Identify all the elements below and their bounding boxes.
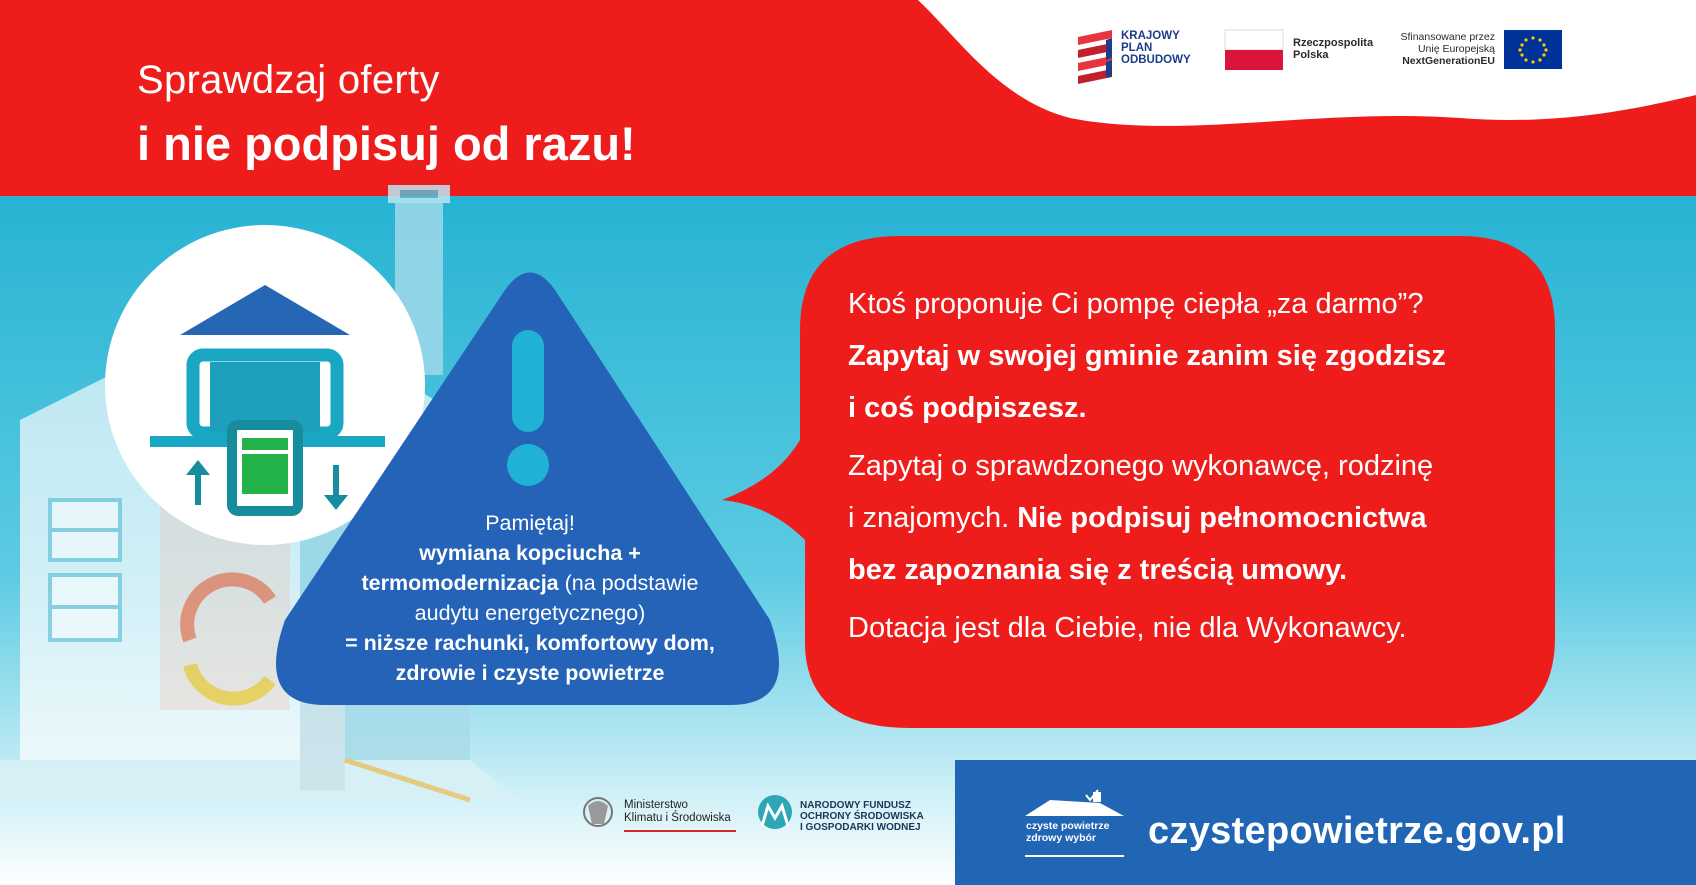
website-link[interactable]: czystepowietrze.gov.pl [1148,810,1566,852]
eu-logo-text [1385,31,1495,67]
kpo-line-3: ODBUDOWY [1121,54,1191,66]
triangle-line-4: audytu energetycznego) [414,601,646,625]
bubble-p1-bold-a: Zapytaj w swojej gminie zanim się zgodzisz [848,340,1446,372]
triangle-line-6: zdrowie i czyste powietrze [395,661,665,685]
nfosigw-line-1: NARODOWY FUNDUSZ [800,800,911,811]
bubble-p2-bold-b: bez zapoznania się z treścią umowy. [848,554,1348,586]
bubble-p2-plain-b: i znajomych. [848,502,1018,534]
rp-logo-text [1293,37,1373,61]
triangle-line-1: Pamiętaj! [485,511,575,535]
eu-line-1: Sfinansowane przez [1400,31,1495,43]
nfosigw-icon [758,795,792,829]
kpo-line-2: PLAN [1121,42,1153,54]
eu-line-3: NextGenerationEU [1402,55,1495,67]
eu-flag [1504,30,1562,69]
kpo-line-1: KRAJOWY [1121,30,1180,42]
rp-line-2: Polska [1293,49,1329,61]
nfosigw-line-3: I GOSPODARKI WODNEJ [800,822,921,833]
bubble-text [848,278,1528,660]
bubble-p3-plain: Dotacja jest dla Ciebie, nie dla Wykonawcy. [848,612,1407,644]
rp-line-1: Rzeczpospolita [1293,37,1374,49]
triangle-text [300,508,760,688]
bubble-paragraph-3 [848,602,1528,654]
bubble-p2-bold-a: Nie podpisuj pełnomocnictwa [1017,502,1427,534]
bubble-p1-bold-b: i coś podpiszesz. [848,392,1087,424]
bubble-paragraph-2 [848,440,1528,596]
headline-line-1: Sprawdzaj oferty [137,58,440,102]
kpo-logo-text [1121,30,1191,66]
ministry-logo-text [624,799,731,825]
bubble-p1-plain: Ktoś proponuje Ci pompę ciepła „za darmo”? [848,288,1424,320]
bubble-p2-plain-a: Zapytaj o sprawdzonego wykonawcę, rodzinę [848,450,1434,482]
bubble-paragraph-1 [848,278,1528,434]
badge-line-1: czyste powietrze [1026,820,1110,832]
ministry-line-1: Ministerstwo [624,799,688,811]
eu-line-2: Unię Europejską [1417,43,1495,55]
badge-text [1026,820,1109,844]
triangle-line-2: wymiana kopciucha + [419,541,641,565]
poland-flag [1225,30,1283,70]
nfosigw-line-2: OCHRONY ŚRODOWISKA [800,811,924,822]
badge-line-2: zdrowy wybór [1026,832,1097,844]
headline-line-2: i nie podpisuj od razu! [137,117,636,170]
ministry-line-2: Klimatu i Środowiska [624,812,731,824]
triangle-line-5: = niższe rachunki, komfortowy dom, [345,631,715,655]
nfosigw-logo-text [800,800,924,833]
triangle-line-3-plain: (na podstawie [558,571,699,595]
triangle-line-3-bold: termomodernizacja [361,571,559,595]
